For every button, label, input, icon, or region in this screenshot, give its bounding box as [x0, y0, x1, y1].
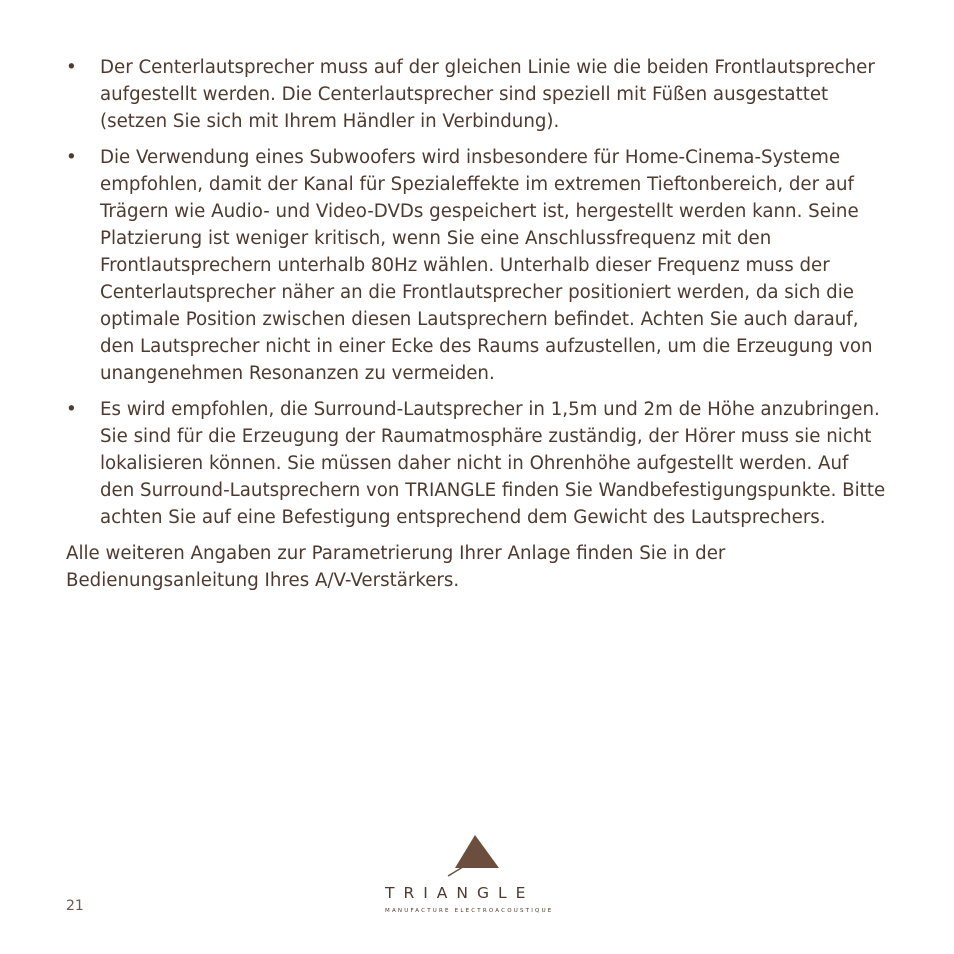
bullet-list	[66, 54, 886, 531]
closing-paragraph: Alle weiteren Angaben zur Parametrierung Ihrer Anlage finden Sie in der Bedienungsanleitung Ihres A/V-Verstärkers.	[66, 543, 726, 591]
logo-tagline: MANUFACTURE ELECTROACOUSTIQUE	[385, 908, 554, 914]
bullet-icon: •	[66, 147, 77, 168]
bullet-icon: •	[66, 57, 77, 78]
triangle-logo	[385, 832, 575, 918]
triangle-logo-icon	[445, 832, 501, 878]
page-content	[66, 54, 886, 594]
bullet-text: Die Verwendung eines Subwoofers wird insbesondere für Home-Cinema-Systeme empfohlen, damit der Kanal für Spezialeffekte im extremen Tieftonbereich, der auf Trägern wie Audio- und Video-DVDs gespeichert ist, hergestellt werden kann. Seine Platzierung ist weniger kritisch, wenn Sie eine Anschlussfrequenz mit den Frontlautsprechern unterhalb 80Hz wählen. Unterhalb dieser Frequenz muss der Centerlautsprecher näher an die Frontlautsprecher positioniert werden, da sich die optimale Position zwischen diesen Lautsprechern befindet. Achten Sie auch darauf, den Lautsprecher nicht in einer Ecke des Raums aufzustellen, um die Erzeugung von unangenehmen Resonanzen zu vermeiden.	[100, 147, 873, 384]
bullet-item	[66, 54, 886, 135]
bullet-icon: •	[66, 399, 77, 420]
logo-wordmark: TRIANGLE	[385, 884, 535, 902]
page-number: 21	[66, 898, 84, 914]
bullet-item	[66, 396, 886, 531]
bullet-text: Der Centerlautsprecher muss auf der gleichen Linie wie die beiden Frontlautsprecher aufgestellt werden. Die Centerlautsprecher sind speziell mit Füßen ausgestattet (setzen Sie sich mit Ihrem Händler in Verbindung).	[100, 57, 875, 132]
bullet-text: Es wird empfohlen, die Surround-Lautsprecher in 1,5m und 2m de Höhe anzubringen. Sie sind für die Erzeugung der Raumatmosphäre zuständig, der Hörer muss sie nicht lokalisieren können. Sie müssen daher nicht in Ohrenhöhe aufgestellt werden. Auf den Surround-Lautsprechern von TRIANGLE finden Sie Wandbefestigungspunkte. Bitte achten Sie auf eine Befestigung entsprechend dem Gewicht des Lautsprechers.	[100, 399, 886, 528]
bullet-item	[66, 144, 886, 387]
